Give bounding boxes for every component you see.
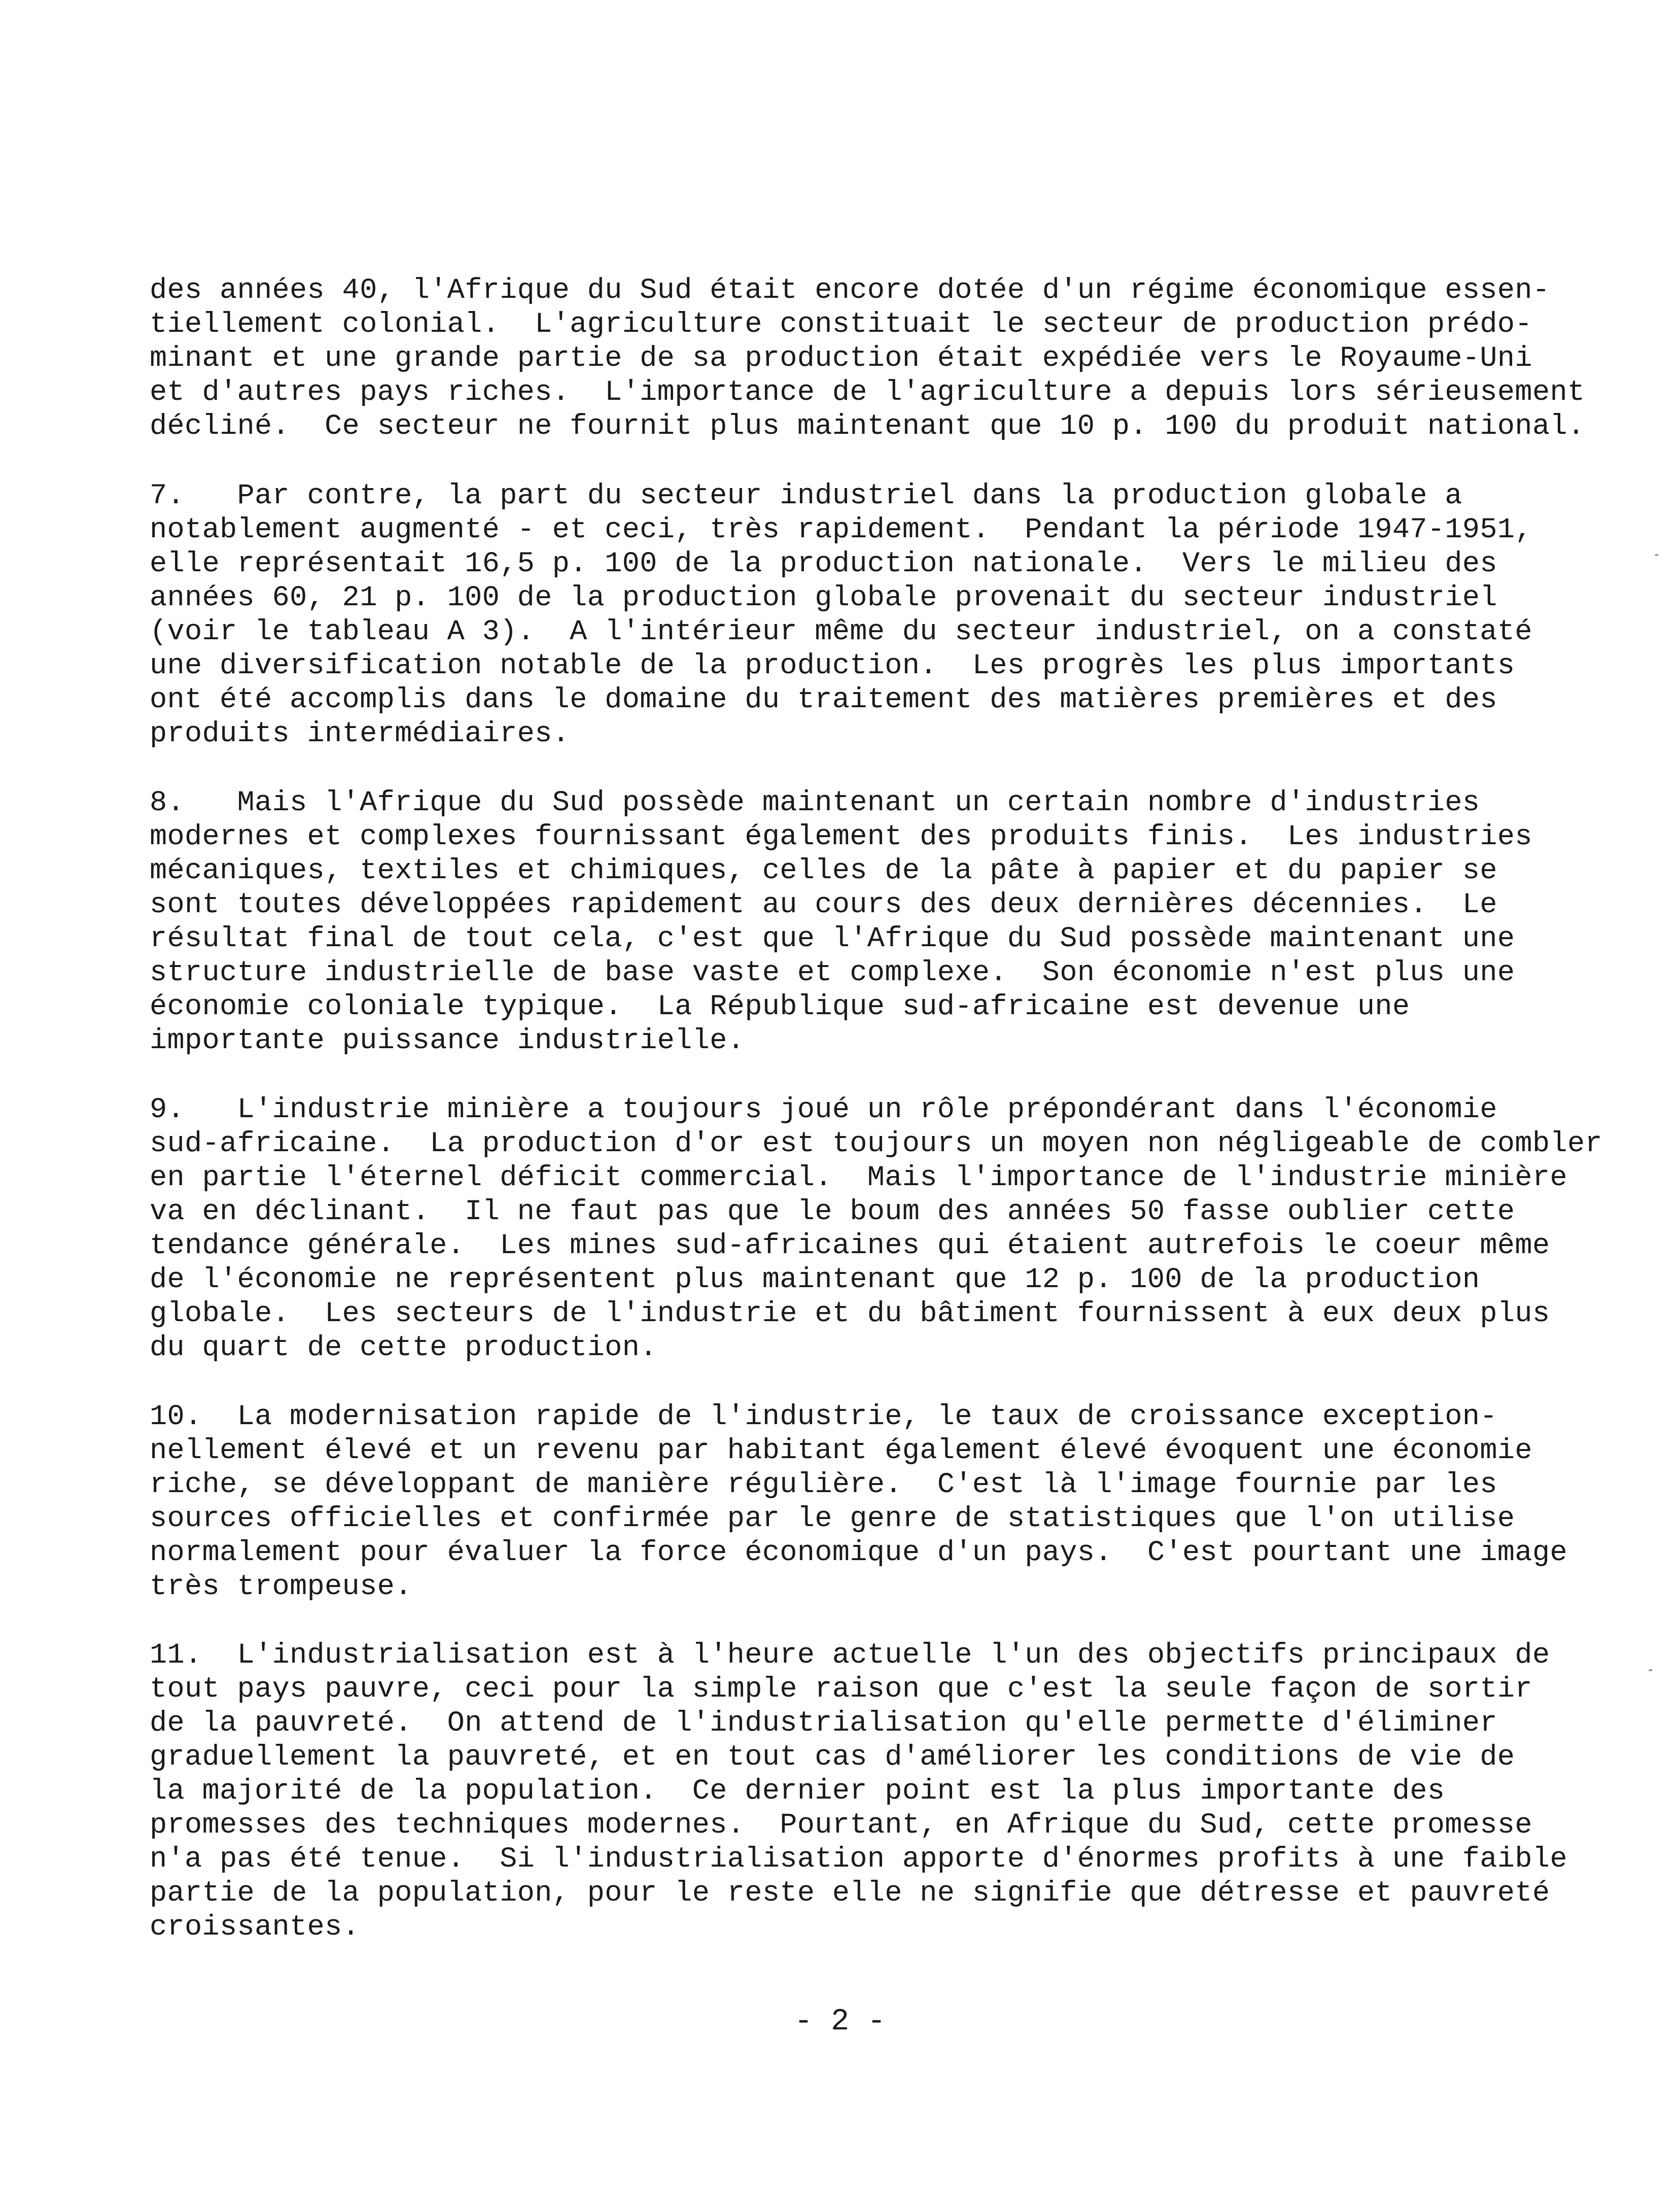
text-line: décliné. Ce secteur ne fournit plus maintenant que 10 p. 100 du produit national.: [150, 410, 1585, 443]
text-line: des années 40, l'Afrique du Sud était encore dotée d'un régime économique essen-: [150, 274, 1550, 307]
text-line: importante puissance industrielle.: [150, 1025, 745, 1057]
text-line: sources officielles et confirmée par le genre de statistiques que l'on utilise: [150, 1503, 1515, 1535]
paragraph-10: [150, 1400, 1567, 1604]
text-line: sont toutes développées rapidement au cours des deux dernières décennies. Le: [150, 889, 1497, 921]
paragraph-continuation: [150, 274, 1585, 444]
text-line: sud-africaine. La production d'or est toujours un moyen non négligeable de combler: [150, 1128, 1602, 1160]
text-line: structure industrielle de base vaste et complexe. Son économie n'est plus une: [150, 957, 1515, 989]
text-line: graduellement la pauvreté, et en tout cas d'améliorer les conditions de vie de: [150, 1741, 1515, 1774]
text-line: très trompeuse.: [150, 1571, 412, 1603]
text-line: et d'autres pays riches. L'importance de l'agriculture a depuis lors sérieusement: [150, 376, 1585, 409]
text-line: 10. La modernisation rapide de l'industrie, le taux de croissance exception-: [150, 1401, 1497, 1433]
paragraph-11: [150, 1639, 1567, 1945]
text-line: la majorité de la population. Ce dernier point est la plus importante des: [150, 1775, 1445, 1808]
text-line: ont été accomplis dans le domaine du traitement des matières premières et des: [150, 684, 1497, 716]
paragraph-9: [150, 1093, 1602, 1365]
text-line: va en déclinant. Il ne faut pas que le boum des années 50 fasse oublier cette: [150, 1196, 1515, 1228]
text-line: nellement élevé et un revenu par habitant également élevé évoquent une économie: [150, 1435, 1532, 1467]
text-line: modernes et complexes fournissant également des produits finis. Les industries: [150, 821, 1532, 853]
text-line: riche, se développant de manière régulière. C'est là l'image fournie par les: [150, 1469, 1497, 1501]
text-line: 7. Par contre, la part du secteur industriel dans la production globale a: [150, 480, 1462, 512]
text-line: 9. L'industrie minière a toujours joué un rôle prépondérant dans l'économie: [150, 1094, 1497, 1126]
paragraph-8: [150, 786, 1560, 1058]
text-line: croissantes.: [150, 1911, 360, 1944]
text-line: années 60, 21 p. 100 de la production globale provenait du secteur industriel: [150, 582, 1497, 614]
text-line: 8. Mais l'Afrique du Sud possède maintenant un certain nombre d'industries: [150, 787, 1480, 819]
text-line: minant et une grande partie de sa production était expédiée vers le Royaume-Uni: [150, 342, 1532, 375]
text-line: de la pauvreté. On attend de l'industrialisation qu'elle permette d'éliminer: [150, 1707, 1497, 1740]
text-line: normalement pour évaluer la force économique d'un pays. C'est pourtant une image: [150, 1537, 1567, 1569]
text-line: du quart de cette production.: [150, 1332, 657, 1364]
scan-speck: [1655, 554, 1659, 556]
text-line: tout pays pauvre, ceci pour la simple raison que c'est la seule façon de sortir: [150, 1673, 1532, 1706]
text-line: partie de la population, pour le reste elle ne signifie que détresse et pauvreté: [150, 1877, 1550, 1910]
text-line: une diversification notable de la production. Les progrès les plus importants: [150, 650, 1515, 682]
text-line: globale. Les secteurs de l'industrie et du bâtiment fournissent à eux deux plus: [150, 1298, 1550, 1330]
text-line: tiellement colonial. L'agriculture constituait le secteur de production prédo-: [150, 308, 1532, 341]
text-line: de l'économie ne représentent plus maintenant que 12 p. 100 de la production: [150, 1264, 1480, 1296]
paragraph-7: [150, 479, 1560, 751]
scan-speck: [1649, 1669, 1653, 1671]
text-line: notablement augmenté - et ceci, très rapidement. Pendant la période 1947-1951,: [150, 514, 1532, 546]
text-line: mécaniques, textiles et chimiques, celles de la pâte à papier et du papier se: [150, 855, 1497, 887]
text-line: en partie l'éternel déficit commercial. Mais l'importance de l'industrie minière: [150, 1162, 1567, 1194]
text-line: (voir le tableau A 3). A l'intérieur même du secteur industriel, on a constaté: [150, 616, 1532, 648]
text-line: résultat final de tout cela, c'est que l'Afrique du Sud possède maintenant une: [150, 923, 1515, 955]
text-line: tendance générale. Les mines sud-africaines qui étaient autrefois le coeur même: [150, 1230, 1550, 1262]
text-line: elle représentait 16,5 p. 100 de la production nationale. Vers le milieu des: [150, 548, 1497, 580]
text-line: 11. L'industrialisation est à l'heure actuelle l'un des objectifs principaux de: [150, 1639, 1550, 1672]
text-line: promesses des techniques modernes. Pourtant, en Afrique du Sud, cette promesse: [150, 1809, 1532, 1842]
page-number: - 2 -: [794, 2005, 886, 2039]
text-line: économie coloniale typique. La République sud-africaine est devenue une: [150, 991, 1410, 1023]
text-line: produits intermédiaires.: [150, 718, 570, 750]
text-line: n'a pas été tenue. Si l'industrialisation apporte d'énormes profits à une faible: [150, 1843, 1567, 1876]
